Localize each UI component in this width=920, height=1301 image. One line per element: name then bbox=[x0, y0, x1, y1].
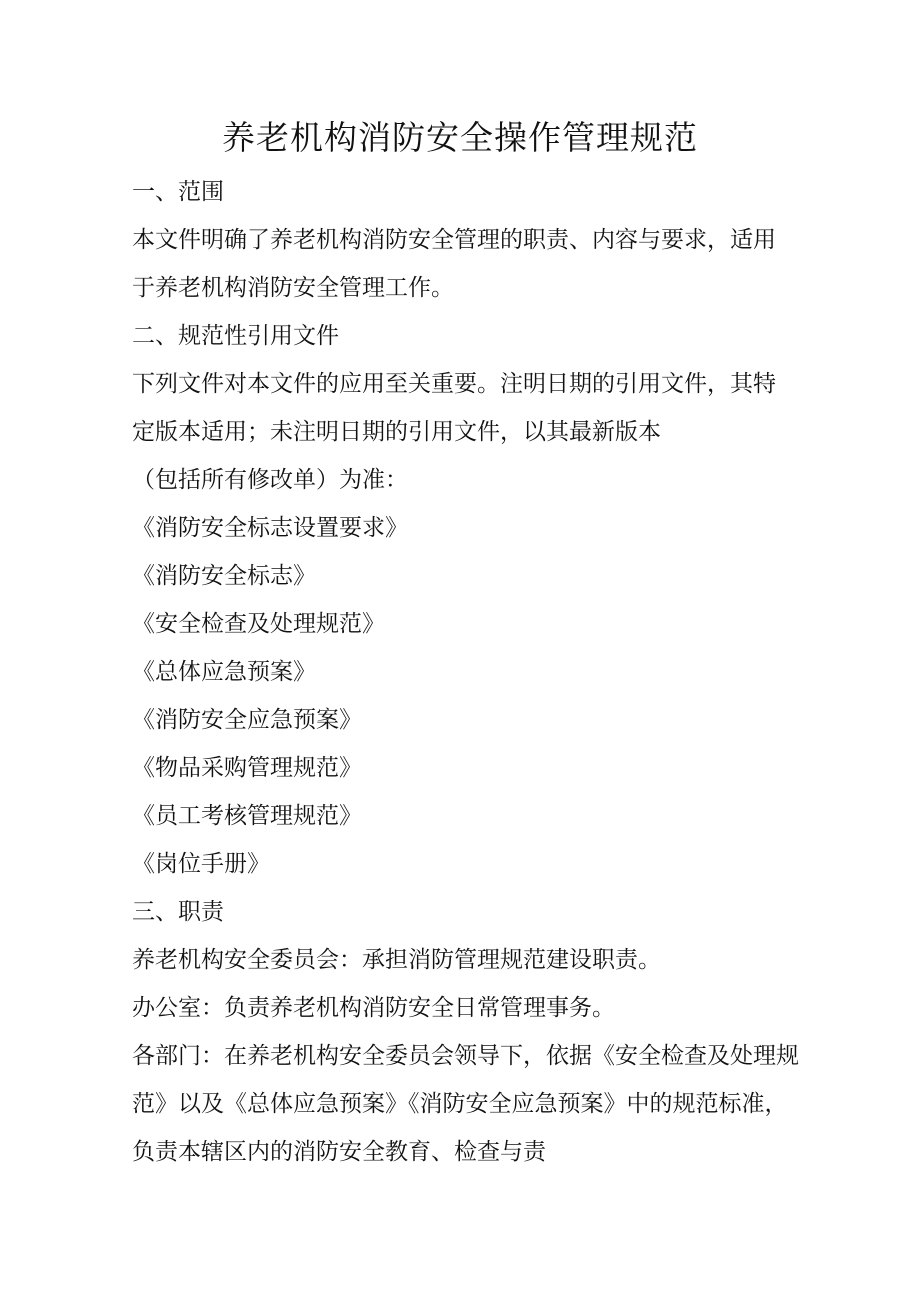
section-heading-duties: 三、职责 bbox=[132, 899, 224, 925]
reference-item: 《岗位手册》 bbox=[132, 851, 270, 877]
section-heading-references: 二、规范性引用文件 bbox=[132, 323, 339, 349]
paragraph-line: 养老机构安全委员会：承担消防管理规范建设职责。 bbox=[132, 947, 661, 973]
paragraph-line: 于养老机构消防安全管理工作。 bbox=[132, 275, 454, 301]
document-body bbox=[132, 168, 807, 1176]
reference-item: 《消防安全标志》 bbox=[132, 563, 316, 589]
paragraph-line: （包括所有修改单）为准： bbox=[132, 467, 408, 493]
paragraph-line: 范》以及《总体应急预案》《消防安全应急预案》中的规范标准， bbox=[132, 1091, 788, 1117]
paragraph-line: 各部门：在养老机构安全委员会领导下，依据《安全检查及处理规 bbox=[132, 1043, 799, 1069]
paragraph-line: 负责本辖区内的消防安全教育、检查与责 bbox=[132, 1139, 546, 1165]
reference-item: 《消防安全应急预案》 bbox=[132, 707, 362, 733]
paragraph-line: 本文件明确了养老机构消防安全管理的职责、内容与要求，适用 bbox=[132, 227, 776, 253]
reference-item: 《总体应急预案》 bbox=[132, 659, 316, 685]
reference-item: 《消防安全标志设置要求》 bbox=[132, 515, 408, 541]
reference-item: 《物品采购管理规范》 bbox=[132, 755, 362, 781]
document-title: 养老机构消防安全操作管理规范 bbox=[222, 118, 698, 157]
reference-item: 《安全检查及处理规范》 bbox=[132, 611, 385, 637]
paragraph-line: 下列文件对本文件的应用至关重要。注明日期的引用文件，其特 bbox=[132, 371, 776, 397]
section-heading-scope: 一、范围 bbox=[132, 179, 224, 205]
reference-item: 《员工考核管理规范》 bbox=[132, 803, 362, 829]
paragraph-line: 办公室：负责养老机构消防安全日常管理事务。 bbox=[132, 995, 615, 1021]
paragraph-line: 定版本适用；未注明日期的引用文件，以其最新版本 bbox=[132, 419, 661, 445]
